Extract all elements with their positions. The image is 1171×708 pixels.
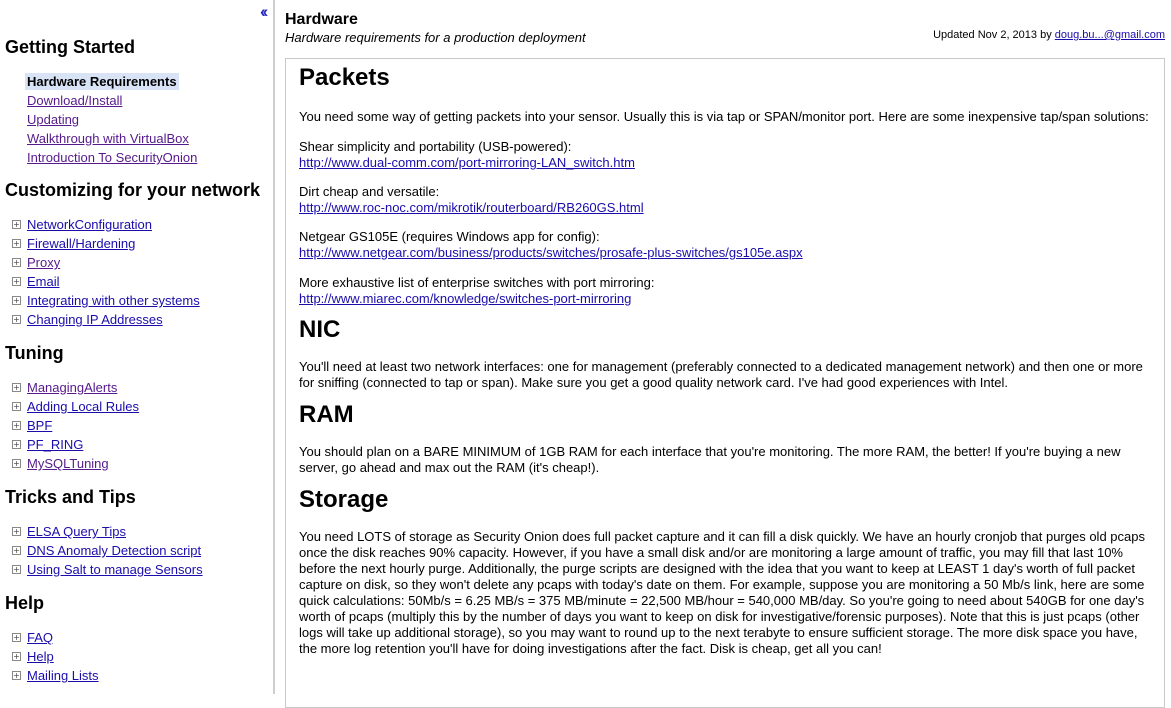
section-title-tricks: Tricks and Tips xyxy=(5,487,136,507)
updated-info xyxy=(933,29,1165,41)
expand-icon[interactable]: + xyxy=(13,220,20,229)
nav-link[interactable]: Updating xyxy=(27,112,80,127)
option-link-row xyxy=(299,291,1151,307)
nav-item-elsa-query-tips[interactable] xyxy=(12,522,203,541)
heading-ram: RAM xyxy=(299,401,354,428)
expand-icon[interactable]: + xyxy=(13,440,20,449)
nav-item-updating[interactable] xyxy=(24,110,197,129)
nav-item-download-install[interactable] xyxy=(24,91,197,110)
nav-item-walkthrough-virtualbox[interactable] xyxy=(24,129,197,148)
expand-icon[interactable]: + xyxy=(13,296,20,305)
nav-link[interactable]: Using Salt to manage Sensors xyxy=(27,562,203,577)
option-text: Shear simplicity and portability (USB-powered): xyxy=(299,139,572,154)
nav-item-networkconfiguration[interactable] xyxy=(12,215,200,234)
nav-item-dns-anomaly[interactable] xyxy=(12,541,203,560)
nav-link[interactable]: DNS Anomaly Detection script xyxy=(27,543,202,558)
heading-packets: Packets xyxy=(299,64,390,91)
expand-icon[interactable]: + xyxy=(13,258,20,267)
expand-icon[interactable]: + xyxy=(13,402,20,411)
nav-link[interactable]: Adding Local Rules xyxy=(27,399,140,414)
section-title-help: Help xyxy=(5,593,45,613)
option-link-row xyxy=(299,155,1151,171)
nav-list-help xyxy=(12,628,99,685)
expand-icon[interactable]: + xyxy=(13,459,20,468)
heading-storage: Storage xyxy=(299,486,389,513)
option-text: More exhaustive list of enterprise switches with port mirroring: xyxy=(299,275,655,290)
nav-item-adding-local-rules[interactable] xyxy=(12,397,139,416)
nav-link[interactable]: Introduction To SecurityOnion xyxy=(27,150,198,165)
nav-item-bpf[interactable] xyxy=(12,416,139,435)
nav-link[interactable]: Help xyxy=(27,649,54,664)
nav-link[interactable]: PF_RING xyxy=(27,437,84,452)
collapse-sidebar-icon[interactable]: ‹‹ xyxy=(260,2,266,21)
nav-item-introduction-securityonion[interactable] xyxy=(24,148,197,167)
nav-link[interactable]: Integrating with other systems xyxy=(27,293,200,308)
updated-text: Updated Nov 2, 2013 by xyxy=(933,29,1055,41)
nav-item-pf-ring[interactable] xyxy=(12,435,139,454)
option-link[interactable]: http://www.miarec.com/knowledge/switches-port-mirroring xyxy=(299,291,632,306)
option-link[interactable]: http://www.netgear.com/business/products/switches/prosafe-plus-switches/gs105e.aspx xyxy=(299,245,803,260)
nav-item-help[interactable] xyxy=(12,647,99,666)
nav-link[interactable]: Download/Install xyxy=(27,93,123,108)
expand-icon[interactable]: + xyxy=(13,527,20,536)
nav-link[interactable]: Firewall/Hardening xyxy=(27,236,136,251)
nav-link[interactable]: MySQLTuning xyxy=(27,456,109,471)
page-subtitle: Hardware requirements for a production deployment xyxy=(285,30,586,45)
nav-link[interactable]: Hardware Requirements xyxy=(27,74,177,89)
expand-icon[interactable]: + xyxy=(13,633,20,642)
nic-text: You'll need at least two network interfaces: one for management (preferably connected to a dedicated management network) and then one or more for sniffing (connected to tap or span). Make sure you get a good quality network card. I've had good experiences with Intel. xyxy=(299,359,1143,390)
nav-list-tuning xyxy=(12,378,139,473)
expand-icon[interactable]: + xyxy=(13,277,20,286)
nav-item-hardware-requirements[interactable] xyxy=(24,72,197,91)
nav-link[interactable]: Mailing Lists xyxy=(27,668,99,683)
expand-icon[interactable]: + xyxy=(13,671,20,680)
nav-item-proxy[interactable] xyxy=(12,253,200,272)
sidebar xyxy=(0,0,275,694)
expand-icon[interactable]: + xyxy=(13,421,20,430)
nav-link[interactable]: ELSA Query Tips xyxy=(27,524,126,539)
nav-link[interactable]: Walkthrough with VirtualBox xyxy=(27,131,189,146)
expand-icon[interactable]: + xyxy=(13,383,20,392)
storage-text: You need LOTS of storage as Security Onion does full packet capture and it can fill a disk quickly. We have an hourly cronjob that purges old pcaps once the disk reaches 90% capacity. However, if you have a small disk and/or are monitoring a large amount of traffic, you may fill that last 10% before the next hourly purge. Additionally, the purge scripts are designed with the idea that you want to keep at LEAST 1 day's worth of full packet capture on disk, so they won't delete any pcaps with today's date on them. For example, suppose you are monitoring a 50 Mb/s link, here are some quick calculations: 50Mb/s = 6.25 MB/s = 375 MB/minute = 22,500 MB/hour = 540,000 MB/day. So you're going to need about 540GB for one day's worth of pcaps (multiply this by the number of days you want to keep on disk for investigative/forensic purposes). Note that this is just pcaps (other logs will take up additional storage), so you may want to round up to the next terabyte to ensure sufficient storage. The more disk space you have, the more log retention you'll have for doing investigations after the fact. Disk is cheap, get all you can! xyxy=(299,529,1145,656)
nav-item-using-salt[interactable] xyxy=(12,560,203,579)
ram-text: You should plan on a BARE MINIMUM of 1GB RAM for each interface that you're monitoring. The more RAM, the better! If you're buying a new server, go ahead and max out the RAM (it's cheap!). xyxy=(299,444,1121,475)
nav-link[interactable]: BPF xyxy=(27,418,53,433)
expand-icon[interactable]: + xyxy=(13,565,20,574)
nav-item-changing-ip[interactable] xyxy=(12,310,200,329)
option-link[interactable]: http://www.roc-noc.com/mikrotik/routerboard/RB260GS.html xyxy=(299,200,644,215)
nav-link[interactable]: ManagingAlerts xyxy=(27,380,118,395)
expand-icon[interactable]: + xyxy=(13,239,20,248)
expand-icon[interactable]: + xyxy=(13,315,20,324)
nav-link[interactable]: NetworkConfiguration xyxy=(27,217,153,232)
nav-item-firewall-hardening[interactable] xyxy=(12,234,200,253)
nav-list-getting-started xyxy=(24,72,197,167)
option-link-row xyxy=(299,245,1151,261)
author-link[interactable]: doug.bu...@gmail.com xyxy=(1054,29,1165,41)
expand-icon[interactable]: + xyxy=(13,652,20,661)
section-title-getting-started: Getting Started xyxy=(5,37,136,57)
nav-item-integrating[interactable] xyxy=(12,291,200,310)
wiki-content xyxy=(285,58,1165,708)
nav-link[interactable]: Email xyxy=(27,274,60,289)
nav-item-mailing-lists[interactable] xyxy=(12,666,99,685)
nav-item-managingalerts[interactable] xyxy=(12,378,139,397)
option-link[interactable]: http://www.dual-comm.com/port-mirroring-LAN_switch.htm xyxy=(299,155,635,170)
nav-item-faq[interactable] xyxy=(12,628,99,647)
nav-link[interactable]: FAQ xyxy=(27,630,54,645)
page-header xyxy=(285,0,1165,58)
nav-item-email[interactable] xyxy=(12,272,200,291)
nav-list-customizing xyxy=(12,215,200,329)
nav-list-tricks xyxy=(12,522,203,579)
nav-link[interactable]: Proxy xyxy=(27,255,61,270)
nav-item-mysqltuning[interactable] xyxy=(12,454,139,473)
nav-link[interactable]: Changing IP Addresses xyxy=(27,312,163,327)
option-link-row xyxy=(299,200,1151,216)
section-title-tuning: Tuning xyxy=(5,343,64,363)
option-text: Netgear GS105E (requires Windows app for config): xyxy=(299,229,600,244)
option-text: Dirt cheap and versatile: xyxy=(299,184,440,199)
page-title: Hardware xyxy=(285,11,358,28)
heading-nic: NIC xyxy=(299,316,341,343)
section-title-customizing: Customizing for your network xyxy=(5,180,261,200)
packets-intro: You need some way of getting packets into your sensor. Usually this is via tap or SPAN/monitor port. Here are some inexpensive tap/span solutions: xyxy=(299,109,1149,124)
expand-icon[interactable]: + xyxy=(13,546,20,555)
